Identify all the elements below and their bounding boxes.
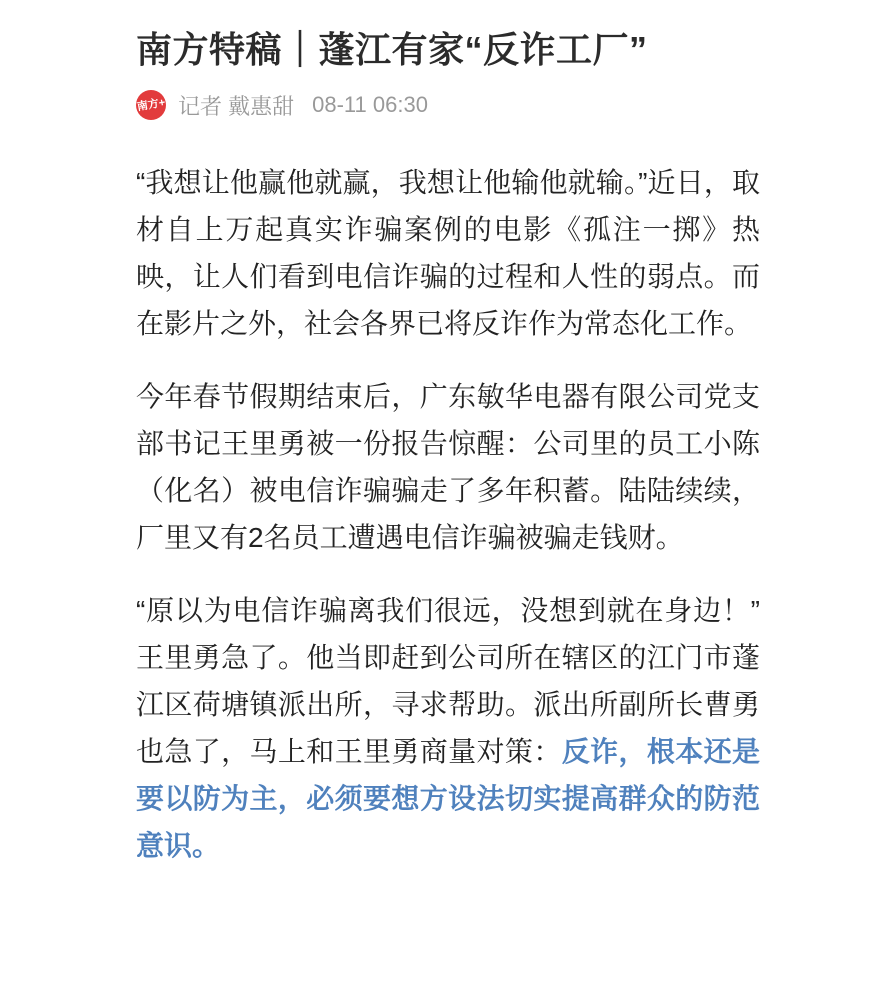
byline-author: 记者 戴惠甜 <box>178 93 295 119</box>
byline-publish-time: 08-11 06:30 <box>312 92 428 117</box>
nanfangplus-logo-text: 南方+ <box>135 96 166 113</box>
nanfangplus-logo-icon[interactable] <box>136 90 166 120</box>
article-container <box>136 0 760 869</box>
byline <box>136 89 760 121</box>
paragraph-2: 今年春节假期结束后，广东敏华电器有限公司党支部书记王里勇被一份报告惊醒：公司里的员工小陈（化名）被电信诈骗骗走了多年积蓄。陆陆续续，厂里又有2名员工遭遇电信诈骗被骗走钱财。 <box>136 381 760 553</box>
paragraph-3-highlight: 反诈，根本还是要以防为主，必须要想方设法切实提高群众的防范意识。 <box>136 736 760 861</box>
article-body <box>136 159 760 869</box>
paragraph-1: “我想让他赢他就赢，我想让他输他就输。”近日，取材自上万起真实诈骗案例的电影《孤注一掷》热映，让人们看到电信诈骗的过程和人性的弱点。而在影片之外，社会各界已将反诈作为常态化工作。 <box>136 167 760 339</box>
paragraph-3-text: “原以为电信诈骗离我们很远，没想到就在身边！”王里勇急了。他当即赶到公司所在辖区的江门市蓬江区荷塘镇派出所，寻求帮助。派出所副所长曹勇也急了，马上和王里勇商量对策： <box>136 595 760 767</box>
paragraph-3 <box>136 587 760 869</box>
article-title: 南方特稿｜蓬江有家“反诈工厂” <box>136 29 648 70</box>
